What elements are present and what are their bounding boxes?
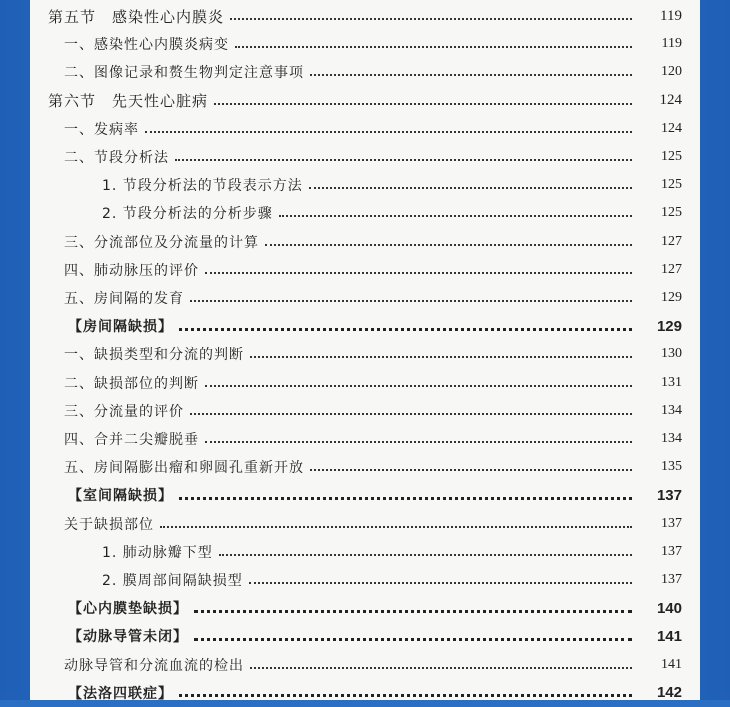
toc-entry-page-number: 124: [661, 120, 682, 136]
dot-leader: [160, 514, 632, 528]
toc-entry-page-number: 127: [661, 233, 682, 249]
toc-entry-page-number: 127: [661, 261, 682, 277]
dot-leader: [179, 316, 632, 331]
toc-entry[interactable]: [68, 594, 682, 622]
toc-entry[interactable]: [64, 228, 682, 256]
dot-leader: [310, 62, 632, 76]
toc-entry-title: 一、缺损类型和分流的判断: [64, 347, 244, 364]
toc-entry-title: 【心内膜垫缺损】: [68, 601, 188, 618]
toc-entry-page-number: 137: [661, 572, 682, 587]
dot-leader: [190, 401, 632, 415]
toc-entry[interactable]: [102, 566, 682, 594]
toc-entry-page-number: 129: [661, 290, 682, 305]
toc-entry-title: 二、缺损部位的判断: [64, 375, 199, 392]
dot-leader: [190, 288, 632, 302]
toc-entry[interactable]: [64, 510, 682, 538]
toc-entry-page-number: 137: [661, 515, 682, 531]
toc-entry-page-number: 129: [656, 317, 682, 335]
toc-entry-title: 动脉导管和分流血流的检出: [64, 657, 244, 674]
dot-leader: [265, 232, 632, 246]
toc-entry[interactable]: [64, 369, 682, 397]
toc-entry-title: 二、节段分析法: [64, 150, 169, 166]
dot-leader: [250, 655, 632, 669]
toc-entry-title: 一、发病率: [64, 121, 139, 138]
toc-entry-page-number: 119: [660, 7, 682, 24]
toc-entry-page-number: 137: [661, 543, 682, 559]
toc-entry-title: 五、房间隔的发育: [64, 291, 184, 307]
toc-entry-title: 第五节 感染性心内膜炎: [48, 7, 225, 26]
toc-entry-title: 二、图像记录和赘生物判定注意事项: [64, 65, 304, 82]
dot-leader: [205, 373, 632, 387]
toc-entry[interactable]: [68, 622, 682, 650]
toc-entry-page-number: 120: [661, 64, 682, 80]
dot-leader: [179, 682, 632, 697]
toc-entry-title: 三、分流量的评价: [64, 403, 184, 420]
toc-entry-title: 第六节 先天性心脏病: [48, 92, 209, 111]
toc-entry-page-number: 140: [656, 599, 682, 617]
dot-leader: [145, 119, 632, 133]
toc-entry[interactable]: [64, 651, 682, 679]
toc-entry-title: 1. 肺动脉瓣下型: [102, 544, 213, 561]
toc-entry-page-number: 137: [656, 486, 682, 504]
toc-entry-title: 【法洛四联症】: [68, 685, 173, 702]
toc-entry-page-number: 125: [661, 177, 682, 193]
toc-entry-title: 四、合并二尖瓣脱垂: [64, 432, 199, 448]
toc-entry-page-number: 141: [661, 656, 682, 672]
toc-entry[interactable]: [102, 171, 682, 199]
dot-leader: [179, 485, 632, 500]
toc-entry[interactable]: [64, 425, 682, 453]
toc-entry[interactable]: [68, 679, 682, 707]
toc-entry-page-number: 141: [656, 627, 682, 645]
dot-leader: [175, 147, 632, 161]
dot-leader: [230, 6, 632, 20]
toc-entry-title: 三、分流部位及分流量的计算: [64, 234, 259, 251]
toc-entry-page-number: 131: [661, 374, 682, 390]
dot-leader: [279, 203, 632, 217]
toc-entry-page-number: 125: [661, 149, 682, 164]
dot-leader: [194, 598, 632, 613]
toc-entry[interactable]: [64, 30, 682, 58]
toc-entry-title: 一、感染性心内膜炎病变: [64, 37, 229, 54]
toc-entry[interactable]: [64, 397, 682, 425]
toc-entry[interactable]: [102, 199, 682, 227]
dot-leader: [309, 175, 632, 189]
toc-entry-title: 五、房间隔膨出瘤和卵圆孔重新开放: [64, 460, 304, 477]
toc-entry[interactable]: [48, 87, 682, 115]
toc-entry-page-number: 134: [661, 431, 682, 446]
toc-entry-title: 【房间隔缺损】: [68, 319, 173, 336]
dot-leader: [310, 457, 632, 471]
dot-leader: [214, 91, 632, 105]
toc-page: [30, 0, 700, 700]
toc-entry[interactable]: [64, 115, 682, 143]
toc-entry-page-number: 124: [659, 92, 682, 109]
toc-entry[interactable]: [102, 538, 682, 566]
dot-leader: [219, 542, 632, 556]
toc-entry[interactable]: [64, 284, 682, 312]
dot-leader: [205, 429, 632, 443]
toc-entry[interactable]: [64, 453, 682, 481]
toc-entry-title: 1. 节段分析法的节段表示方法: [102, 178, 303, 195]
toc-entry-page-number: 134: [661, 402, 682, 418]
dot-leader: [194, 626, 632, 641]
toc-entry[interactable]: [68, 481, 682, 509]
toc-entry[interactable]: [64, 340, 682, 368]
toc-entry-title: 【室间隔缺损】: [68, 488, 173, 505]
toc-entry-title: 关于缺损部位: [64, 516, 154, 533]
toc-entry[interactable]: [64, 143, 682, 171]
toc-entry-page-number: 135: [661, 459, 682, 475]
toc-entry-title: 【动脉导管未闭】: [68, 629, 188, 646]
toc-entry-title: 2. 节段分析法的分析步骤: [102, 206, 273, 223]
dot-leader: [250, 344, 632, 358]
toc-entry-page-number: 119: [661, 36, 682, 52]
toc-entry-title: 2. 膜周部间隔缺损型: [102, 573, 243, 589]
toc-entry[interactable]: [48, 2, 682, 30]
dot-leader: [205, 260, 632, 274]
dot-leader: [249, 570, 632, 584]
toc-entry[interactable]: [64, 58, 682, 86]
toc-entry-page-number: 142: [656, 684, 682, 702]
dot-leader: [235, 34, 632, 48]
toc-entry-title: 四、肺动脉压的评价: [64, 262, 199, 279]
toc-entry-page-number: 130: [661, 346, 682, 362]
toc-entry[interactable]: [64, 256, 682, 284]
toc-entry[interactable]: [68, 312, 682, 340]
toc-entry-page-number: 125: [661, 205, 682, 221]
